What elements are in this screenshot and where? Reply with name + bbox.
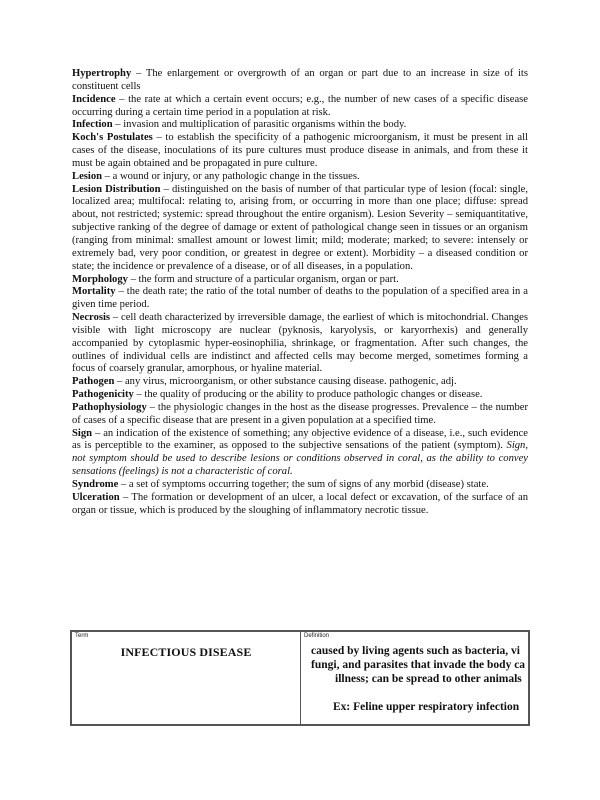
- glossary-term: Hypertrophy: [72, 68, 132, 79]
- definition-cell: [301, 632, 528, 724]
- definition-line: illness; can be spread to other animals: [335, 673, 522, 685]
- term-header: Term: [75, 633, 89, 639]
- definition-example: Ex: Feline upper respiratory infection: [333, 701, 520, 713]
- glossary-definition: – The formation or development of an ulcer, a local defect or excavation, of the surface of an organ or tissue, which is produced by the sloughing of inflammatory necrotic tissue.: [72, 491, 528, 516]
- term-cell: [72, 632, 301, 724]
- glossary-definition: – the death rate; the ratio of the total number of deaths to the population of a specified area in a given time period.: [72, 286, 528, 311]
- glossary-term: Incidence: [72, 93, 116, 105]
- term-value: INFECTIOUS DISEASE: [120, 645, 252, 659]
- glossary-term: Pathophysiology: [72, 401, 147, 413]
- glossary-term: Sign: [72, 427, 93, 439]
- glossary-entry: [72, 132, 528, 171]
- glossary-definition: – the quality of producing or the ability to produce pathologic changes or disease.: [133, 389, 483, 401]
- glossary-term: Pathogenicity: [72, 389, 134, 401]
- glossary-term: Koch's Postulates: [72, 132, 153, 144]
- glossary-definition: – the physiologic changes in the host as the disease progresses. Prevalence – the number of cases of a specific disease that are present in a given population at a specified time.: [72, 401, 528, 426]
- glossary-term: Morphology: [72, 273, 128, 285]
- glossary-entry: [72, 389, 528, 402]
- glossary-definition: – invasion and multiplication of parasitic organisms within the body.: [112, 119, 407, 131]
- definition-header: Definition: [304, 633, 330, 639]
- definition-line: fungi, and parasites that invade the body ca: [311, 659, 526, 671]
- glossary-term: Syndrome: [72, 479, 119, 490]
- glossary-entry: [72, 402, 528, 428]
- glossary-definition: – a set of symptoms occurring together; the sum of signs of any morbid (disease) state.: [118, 479, 489, 490]
- definition-value: [311, 644, 528, 714]
- glossary-entry: [72, 479, 528, 492]
- glossary-entry: [72, 68, 528, 94]
- glossary-entry: [72, 376, 528, 389]
- glossary-italic-note: Sign, not symptom should be used to describe lesions or conditions observed in coral, as the ability to convey sensations (feelings) is not a characteristic of coral.: [72, 440, 528, 478]
- glossary-term: Mortality: [72, 286, 116, 298]
- glossary-term: Necrosis: [72, 312, 111, 324]
- glossary-term: Infection: [72, 119, 113, 131]
- glossary-definition: – an indication of the existence of something; any objective evidence of a disease, i.e., such evidence as is perceptible to the examiner, as opposed to the subjective sensations of the patient (symptom).: [72, 427, 528, 452]
- glossary-term: Lesion Distribution: [72, 183, 161, 195]
- glossary-definition: – the form and structure of a particular organism, organ or part.: [127, 273, 399, 285]
- glossary-entry: [72, 428, 528, 479]
- glossary-entry: [72, 492, 528, 518]
- glossary-definition: – any virus, microorganism, or other substance causing disease. pathogenic, adj.: [114, 376, 457, 388]
- flashcard-table: [70, 630, 530, 726]
- glossary-entry: [72, 119, 528, 132]
- glossary-term: Pathogen: [72, 376, 115, 388]
- glossary-text: [72, 68, 528, 518]
- glossary-definition: – to establish the specificity of a pathogenic microorganism, it must be present in all cases of the disease, inoculations of its pure cultures must produce disease in animals, and from these it must be again obtained and be propagated in pure culture.: [72, 132, 528, 169]
- glossary-entry: [72, 184, 528, 274]
- glossary-definition: – distinguished on the basis of number of that particular type of lesion (focal: single, localized area; multifocal: relating to, arising from, or occurring in more than one place; diffuse: spread about, not restricted; systemic: spread throughout the entire organism). Lesion Severity – semiquantitative, subjective ranking of the degree of damage or extent of pathological change seen in tissues or an organism (ranging from minimal: smallest amount or lowest limit; mild; moderate; marked; to severe: intensely or extremely bad, very poor condition, or greatest in degree or extent). Morbidity – a diseased condition or state; the incidence or prevalence of a disease, or of all diseases, in a population.: [72, 183, 528, 272]
- glossary-entry: [72, 312, 528, 376]
- glossary-term: Lesion: [72, 170, 103, 182]
- glossary-definition: – the rate at which a certain event occurs; e.g., the number of new cases of a specific disease occurring during a certain time period in a population at risk.: [72, 93, 528, 118]
- glossary-entry: [72, 94, 528, 120]
- glossary-entry: [72, 171, 528, 184]
- glossary-term: Ulceration: [72, 491, 120, 503]
- glossary-entry: [72, 286, 528, 312]
- glossary-definition: – The enlargement or overgrowth of an organ or part due to an increase in size of its constituent cells: [72, 68, 528, 92]
- definition-line: caused by living agents such as bacteria, vi: [311, 645, 520, 657]
- glossary-entry: [72, 274, 528, 287]
- glossary-definition: – a wound or injury, or any pathologic change in the tissues.: [102, 170, 360, 182]
- glossary-definition: – cell death characterized by irreversible damage, the earliest of which is mitochondrial. Changes visible with light microscopy are nuclear (pyknosis, karyolysis, or karyorrhexis) and generally accompanied by cytoplasmic hyper-eosinophilia, shrinkage, or fragmentation. After such changes, the outlines of individual cells are indistinct and affected cells may become merged, sometimes forming a focus of coarsely granular, amorphous, or hyaline material.: [72, 312, 528, 375]
